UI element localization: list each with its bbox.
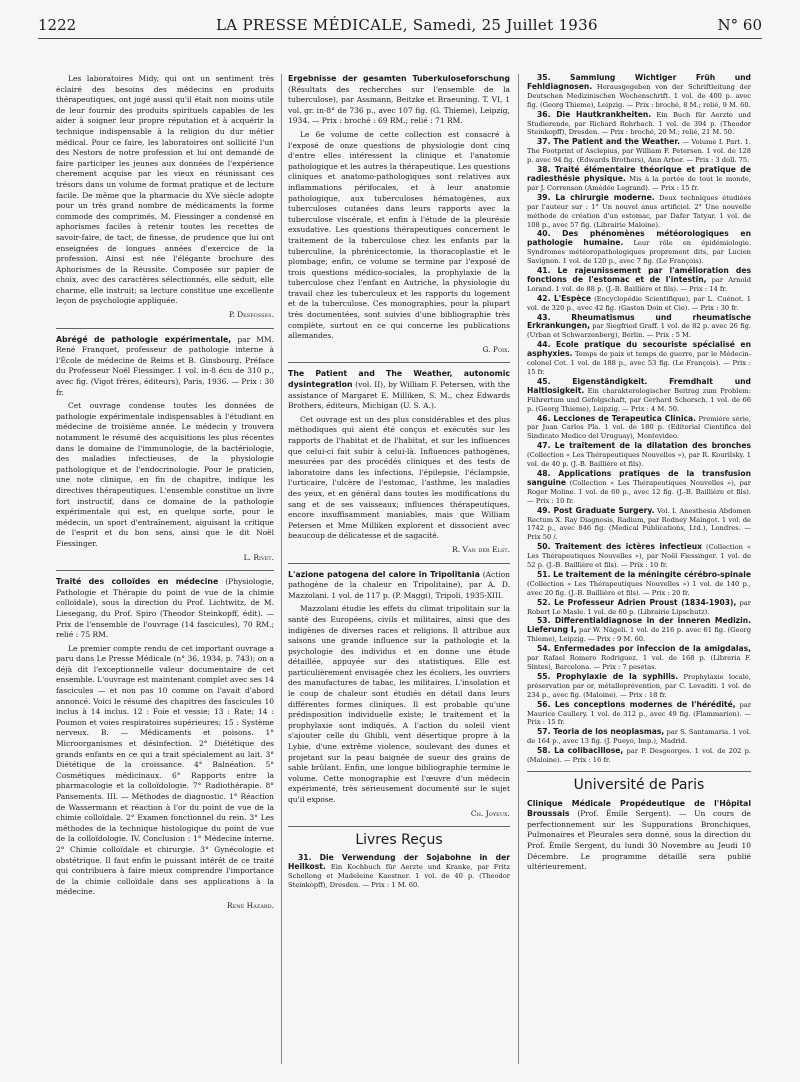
book-title: 36. Die Hautkrankheiten.: [537, 109, 652, 119]
book-details: Première série, par Juan Carlos Pla. 1 vol. de 180 p. (Editorial Cientifica del Sindicato Medico del Uruguay), Montevideo.: [527, 414, 751, 441]
divider: [288, 563, 510, 564]
book-title: 46. Lecciones de Terapeutica Clinica.: [537, 413, 697, 423]
book-title: 35. Sammlung Wichtiger Früh und Fehldiagnosen.: [527, 73, 751, 91]
book-details: Prophylaxie locale, préservation par or, métalloprévention, par C. Levaditi. 1 vol. de 234 p., avec fig. (Maloine). — Prix : 18 fr.: [527, 672, 751, 699]
book-list-item: [527, 341, 751, 377]
section-heading-livres-recus: Livres Reçus: [355, 832, 443, 849]
book-list-item: [527, 747, 751, 765]
review-ref-text: (Physiologie, Pathologie et Thérapie du point de vue de la chimie colloïdale), sous la direction du Prof. Lichtwitz, de M. Liesegang, du Prof. Spiro (Theodor Steinkopff, édit). — Prix de l'ensemble de l'ouvrage (14 fascicules), 70 RM.; relié : 75 RM.: [56, 577, 274, 640]
review-reference: [288, 74, 510, 127]
book-title: 56. Les conceptions modernes de l'hérédité,: [537, 699, 736, 709]
review-signature: Ch. Joyeux.: [470, 808, 510, 818]
book-title: 57. Teoria de los neoplasmas,: [537, 727, 665, 737]
book-details: Ein charakterologischer Beitrag zum Problem: Führertum und Gefolgschaft, par Gerhard Schorsch. 1 vol. de 66 p. (Georg Thieme), Leipzig. — Prix : 4 M. 50.: [527, 386, 751, 413]
book-title: 51. Le traitement de la méningite cérébro-spinale: [537, 569, 751, 579]
review-title: The Patient and The Weather, autonomic dysintegration: [288, 369, 510, 390]
book-title: 48. Applications pratiques de la transfusion sanguine: [527, 468, 751, 487]
book-details: Mis à la portée de tout le monde, par J. Correnson (Amédée Legrand). — Prix : 15 fr.: [527, 174, 751, 192]
book-list-item: [527, 507, 751, 543]
journal-title: LA PRESSE MÉDICALE, Samedi, 25 Juillet 1936: [216, 16, 598, 34]
review-reference: [56, 577, 274, 641]
review-text: Le 6e volume de cette collection est consacré à l'exposé de onze questions de physiologie dont cinq d'entre elles intéressent la clinique et l'anatomie pathologique et les autres la thérapeutique. Les questions cliniques et anatomo-pathologiques sont relatives aux inflammations périfocales, et à leur anatomie pathologique, aux tuberculoses hématogènes, aux tuberculoses cutanées dans leurs rapports avec la tuberculose viscérale, et enfin à l'étude de la pleurésie exsudative. Les questions thérapeutiques concernent le traitement de la tuberculose chez les enfants par la tuberculine, la phrénicectomie, la thoracoplastie et le plombage; enfin, ce volume se termine par l'exposé de trois questions médico-sociales, la prophylaxie de la tuberculose chez l'enfant en Autriche, la physiologie du travail chez les tuberculeux et les rapports du logement et de la tuberculose. Ces monographies, pour la plupart très documentées, sont suivies d'une bibliographie très complète, surtout en ce qui concerne les publications allemandes.: [288, 129, 510, 341]
column-1: [56, 74, 274, 919]
review-title: Ergebnisse der gesamten Tuberkuloseforschung: [288, 74, 510, 83]
divider: [288, 826, 510, 827]
review-signature: L. Rivet.: [243, 552, 274, 562]
divider: [527, 771, 751, 772]
book-list-item: [527, 543, 751, 570]
book-title: 55. Prophylaxie de la syphilis.: [537, 671, 679, 681]
review-title: L'azione patogena del calore in Tripolitania: [288, 569, 480, 579]
page-number: 1222: [38, 16, 77, 34]
book-title: 43. Rheumatismus und rheumatische Erkrankungen,: [527, 312, 751, 331]
book-list-item: [527, 645, 751, 672]
book-list-item: [288, 854, 510, 890]
divider: [56, 328, 274, 329]
book-details: par S. Santamaria. 1 vol. de 164 p., avec 13 fig. (J. Pueyo, Imp.), Madrid.: [527, 728, 751, 746]
page-header: [38, 14, 762, 39]
review-reference: [288, 369, 510, 411]
book-details: Herausgegeben von der Schriftleitung der Deutschen Medizinischen Wochenschrift. 1 vol. de 400 p. avec fig. (Georg Thieme), Leipzig. — Prix : broché, 8 M.; relié, 9 M. 60.: [527, 82, 751, 109]
divider: [288, 362, 510, 363]
book-details: par Maurice Caullery. 1 vol. de 312 p., avec 49 fig. (Flammarion). — Prix : 15 fr.: [527, 700, 751, 727]
book-list-item: [527, 571, 751, 598]
book-title: 44. Ecole pratique du secouriste spécialisé en asphyxies.: [527, 340, 751, 359]
review-text: Cet ouvrage condense toutes les données de pathologie expérimentale indispensables à l'étudiant en médecine de troisième année. Le médecin y trouvera notamment le résumé des acquisitions les plus récentes dans le domaine de l'immunologie, de la bactériologie, des maladies infectieuses, de la physiologie pathologique et de l'endocrinologie. Pour le praticien, une note clinique, en fin de chapitre, indique les directives thérapeutiques. L'ensemble constitue un livre fort instructif, dans ce domaine de la pathologie expérimentale qui est, en quelque sorte, pour le médecin, un sport d'entraînement, aiguisant la critique de l'esprit et du bon sens, ainsi que le dit Noël Fiessinger.: [56, 401, 274, 548]
book-title: 41. Le rajeunissement par l'amélioration des fonctions de l'estomac et de l'intestin,: [527, 266, 751, 284]
review-text: Le premier compte rendu de cet important ouvrage a paru dans Le Presse Médicale (n° 36, 1934, p. 743); on a déjà dit l'exceptionnelle valeur documentaire de cet ensemble. L'ouvrage est maintenant complet avec ses 14 fascicules — et non pas 10 comme on l'avait d'abord annoncé. Voici le résumé des chapitres des fascicules 10 inclus à 14 inclus. 12 : Foie et vessie; 13 : Rate; 14 : Poumon et voies respiratoires supérieures; 15 : Système nerveux. B. — Médicaments et poisons. 1° Microorganismes et désinfection. 2° Diététique des grands enfants en ce qui a trait spécialement au lait. 3° Diététique de la croissance. 4° Balnéation. 5° Cosmétiques médicinaux. 6° Rapports entre la pharmacologie et la colloïdologie. 7° Radiothérapie. 8° Pansements. III. — Méthodes de diagnostic. 1° Réaction de Wassermann et réaction à l'or du point de vue de la chimie colloïdale. 2° Examen fonctionnel du rein. 3° Les méthodes de la technique histologique du point de vue de la colloïdologie. IV. Conclusion : 1° Médecine interne. 2° Chimie colloïdale et chirurgie. 3° Gynécologie et obstétrique. Il faut enfin le puissant intérêt de ce traité qui contribuera à faire mieux comprendre l'importance de la chimie colloïdale dans ses applications à la médecine.: [56, 643, 274, 897]
book-list-item: [527, 415, 751, 442]
book-details: Ein Buch für Aerzte und Studierende, par Richard Rohrbach. 1 vol. de 394 p. (Theodor Steinkopff), Dresden. — Prix : broché, 20 M.; relié, 21 M. 50.: [527, 110, 751, 137]
book-details: par Rafael Romero Rodriguez. 1 vol. de 168 p. (Libreria F. Sintes), Barcelona. — Prix : 7 pesetas.: [527, 654, 751, 671]
book-title: 49. Post Graduate Surgery.: [537, 505, 655, 515]
book-details: (Collection « Les Thérapeutiques Nouvelles »), par R. Kourilsky. 1 vol. de 40 p. (J.-B. Baillière et fils).: [527, 451, 751, 469]
book-list-item: [527, 111, 751, 138]
notice-title: Clinique Médicale Propédeutique de l'Hôpital Broussais: [527, 798, 751, 819]
book-details: Vol. I. Anesthesia Abdomen Rectum X. Ray Diagnosis, Radium, par Rodney Maingot. 1 vol. de 1742 p., avec 846 fig. (Medical Publications, Ltd.), Londres. — Prix 50 /.: [527, 506, 751, 542]
section-heading-universite: Université de Paris: [573, 776, 705, 793]
review-ref-text: (Résultats des recherches sur l'ensemble de la tuberculose), par Assmann, Beitzke et Braeuning. T. VI, 1 vol. gr. in-8° de 736 p., avec 107 fig. (G. Thieme), Leipzig, 1934. — Prix : broché : 69 RM.; relié : 71 RM.: [288, 84, 510, 126]
book-details: — Volume I. Part. 1. The Footprint of Asclepius, par William F. Petersen. 1 vol. de 128 p. avec 94 fig. (Edwards Brothers), Ann Arbor. — Prix : 3 doll. 75.: [527, 138, 751, 165]
review-text: Les laboratoires Midy, qui ont un sentiment très éclairé des besoins des médecins en produits thérapeutiques, ont jugé aussi qu'il était non moins utile de leur fournir des produits spirituels capables de les aider à soigner leur propre réputation et à acquérir la technique indispensable à la religion du dur métier médical. Pour ce faire, les laboratoires ont sollicité l'un des Nestors de notre profession et lui ont demandé de faire participer les jeunes aux données de l'expérience cherement acquise par les vieux en réunissant ces trésors dans un volume de format pratique et de lecture facile. De même que la pharmacie du XVe siècle adopte pour un très grand nombre de médicaments la forme commode des comprimés, M. Fiessinger a condensé en aphorismes faciles à retenir toutes les recettes de savoir-faire, de tact, de finesse, de prudence que lui ont enseignées de longues années d'exercice de la profession. Ainsi est née l'élégante brochure des Aphorismes de la Réussite. Composée sur papier de choix, avec des caractères sélectionnés, elle séduit, elle charme, elle instruit; sa lecture constitue une excellente leçon de psychologie appliquée.: [56, 74, 274, 306]
book-title: 40. Des phénomènes météorologiques en pathologie humaine.: [527, 229, 751, 248]
book-title: 53. Differentialdiagnose in der inneren Medizin. Lieferung I,: [527, 616, 751, 635]
notice-text: (Prof. Émile Sergent). — Un cours de perfectionnement sur les Suppurations Bronchiques, Pulmonaires et Pleurales sera donné, sous la direction du Prof. Émile Sergent, du lundi 30 Novembre au Jeudi 10 Décembre. Le programme détaillé sera publié ultérieurement.: [527, 809, 751, 872]
review-signature: R. Van der Elst.: [452, 544, 510, 554]
review-signature: René Hazard.: [226, 900, 274, 910]
book-details: (Collection « Les Thérapeutiques Nouvelles ») 1 vol. de 140 p., avec 20 fig. (J.-B. Baillière et fils). — Prix : 20 fr.: [527, 579, 751, 597]
book-list-item: [527, 701, 751, 728]
column-rule-1: [281, 74, 282, 1064]
book-list-item: [527, 230, 751, 266]
book-list-item: [527, 138, 751, 165]
book-title: 50. Traitement des ictères infectieux: [537, 542, 703, 552]
book-list: [527, 74, 751, 765]
book-list-item: [527, 378, 751, 414]
book-list-item: [527, 617, 751, 644]
book-list-item: [527, 267, 751, 294]
book-details: (Collection « Les Thérapeutiques Nouvelles »), par Noël Fiessinger. 1 vol. de 52 p. (J.-B. Baillière et fils). — Prix : 10 fr.: [527, 543, 751, 570]
book-details: par Siegfried Graff. 1 vol. de 82 p. avec 26 fig. (Urban et Schwarzenberg), Berlin. — Prix : 5 M.: [527, 322, 751, 340]
column-3: [527, 74, 751, 876]
book-list-item: [527, 74, 751, 110]
issue-number: N° 60: [717, 16, 762, 34]
book-title: 54. Enfermedades por infeccion de la amigdalas,: [537, 644, 751, 654]
book-title: 58. La colibacillose,: [537, 746, 624, 756]
book-list-item: [527, 295, 751, 313]
book-list-item: [527, 166, 751, 193]
book-list-item: [527, 442, 751, 469]
review-text: Mazzolani étudie les effets du climat tripolitain sur la santé des Européens, civils et militaires, ainsi que des indigènes de diverses races et religions. Il attribue aux saisons une grande influence sur la pathologie et la psychologie des individus et en donne une étude détaillée, appuyée sur des statistiques. Elle est particulièrement envisagée chez les écoliers, les ouvriers des manufactures de tabac, les militaires. L'insolation et le coup de chaleur sont étudiés en détail dans leurs différentes formes cliniques. Il est probable qu'une prédisposition individuelle existe; le traitement et la prophylaxie sont indiqués. A l'action du soleil vient s'ajouter celle du Ghibli, vent désertique propre à la Lybie, d'une extrême violence, soulevant des dunes et projetant sur la peau baignée de sueur des grains de sable brûlant. Enfin, une longue bibliographie termine le volume. Cette monographie est l'œuvre d'un médecin expérimenté, très sérieusement documenté sur le sujet qu'il expose.: [288, 604, 510, 804]
review-reference: [56, 335, 274, 399]
review-ref-text: (vol. II), by William F. Petersen, with the assistance of Margaret E. Milliken, S. M., chez Edwards Brothers, éditeurs, Michigan (U. S. A.).: [288, 380, 511, 411]
book-details: par W. Nägeli. 1 vol. de 216 p. avec 61 fig. (Georg Thieme), Leipzig. — Prix : 9 M. 60.: [527, 626, 751, 644]
book-title: 52. Le Professeur Adrien Proust (1834-1903),: [537, 597, 737, 607]
book-list-item: [527, 194, 751, 230]
book-title: 39. La chirurgie moderne.: [537, 192, 655, 202]
book-details: Temps de paix et temps de guerre, par le Médecin-colonel Cot. 1 vol. de 188 p., avec 53 fig. (Le François). — Prix : 15 fr.: [527, 350, 751, 376]
notice: [527, 799, 751, 873]
book-list-item: [527, 728, 751, 746]
review-ref-text: par MM. René Franquet, professeur de pathologie interne à l'École de médecine de Reims et B. Ginsbourg. Préface du Professeur Noël Fiessinger. 1 vol. in-8 écu de 310 p., avec fig. (Vigot frères, éditeurs), Paris, 1936. — Prix : 30 fr.: [56, 334, 274, 397]
review-text: Cet ouvrage est un des plus considérables et des plus méthodiques qui aient été conçus et exécutés sur les rapports de l'habitat et de l'habitat, et sur les influences que celui-ci fait subir à celui-là. Influences pathogènes, mesurées par des procédés cliniques et des tests de laboratoire dans les infections, l'épilepsie, l'éclampsie, l'urticaire, l'ulcère de l'estomac, l'asthme, les maladies des yeux, et en général dans toutes les modifications du sang et de ses vaisseaux; influences thérapeutiques, encore insuffisamment maniables, mais que William Petersen et Mme Milliken explorent et dissocient avec beaucoup de délicatesse et de sagacité.: [288, 414, 510, 541]
book-details: par Arnold Lorand. 1 vol. de 88 p. (J.-B. Baillière et fils). — Prix : 14 fr.: [527, 275, 751, 293]
book-title: 42. L'Espèce: [537, 293, 592, 303]
review-reference: [288, 570, 510, 602]
book-title: 31. Die Verwendung der Sojabohne in der Heilkost.: [288, 852, 510, 871]
review-signature: G. Poix.: [482, 344, 510, 354]
column-rule-2: [518, 74, 519, 1064]
review-signature: P. Desfosses.: [228, 310, 274, 320]
book-list-item: [527, 673, 751, 700]
review-title: Abrégé de pathologie expérimentale,: [56, 334, 232, 344]
book-details: (Collection « Les Thérapeutiques Nouvelles »), par Roger Moline. 1 vol. de 60 p., avec 12 fig. (J.-B. Baillière et fils). — Prix : 10 fr.: [527, 478, 751, 505]
book-list-item: [527, 599, 751, 617]
book-details: par Robert Le Masle. 1 vol. de 60 p. (Librairie Lipschutz).: [527, 598, 751, 616]
book-details: par P. Desgeorges. 1 vol. de 202 p. (Maloine). — Prix : 16 fr.: [527, 747, 751, 765]
book-details: Ein Kochbuch für Aerzte und Kranke, par Fritz Schellong et Madeleine Kaestner. 1 vol. de 40 p. (Theodor Steinkopff), Dresden. — Prix : 1 M. 60.: [288, 862, 510, 889]
review-title: Traité des colloïdes en médecine: [56, 577, 219, 587]
review-ref-text: (Action pathogène de la chaleur en Tripolitaine), par A. D. Mazzolani. 1 vol. de 117 p. (P. Maggi), Tripoli, 1935-XIII.: [288, 569, 510, 600]
book-title: 47. Le traitement de la dilatation des bronches: [537, 441, 751, 451]
book-list-item: [527, 314, 751, 341]
book-details: Leur rôle en épidémiologie. Syndromes météoropathologiques proprement dits, par Lucien Savignon. 1 vol. de 120 p., avec 7 fig. (Le François).: [527, 239, 751, 266]
book-details: Deux techniques étudiées par l'auteur sur : 1° Un nouvel anus artificiel. 2° Une nouvelle méthode de création d'un estomac, par Dafer Tatyar. 1 vol. de 108 p., avec 57 fig. (Librairie Maloine).: [527, 193, 751, 229]
book-details: (Encyclopédie Scientifique), par L. Cuénot. 1 vol. de 320 p., avec 42 fig. (Gaston Doin et Cie). — Prix : 30 fr.: [527, 294, 751, 312]
book-title: 38. Traité élémentaire théorique et pratique de radiesthésie physique.: [527, 165, 751, 183]
book-title: 45. Eigenständigkeit. Fremdhalt und Haltlosigkeit.: [527, 376, 751, 395]
column-2: [288, 74, 510, 890]
book-list-item: [527, 470, 751, 506]
divider: [56, 570, 274, 571]
book-title: 37. The Patient and the Weather.: [537, 137, 680, 147]
